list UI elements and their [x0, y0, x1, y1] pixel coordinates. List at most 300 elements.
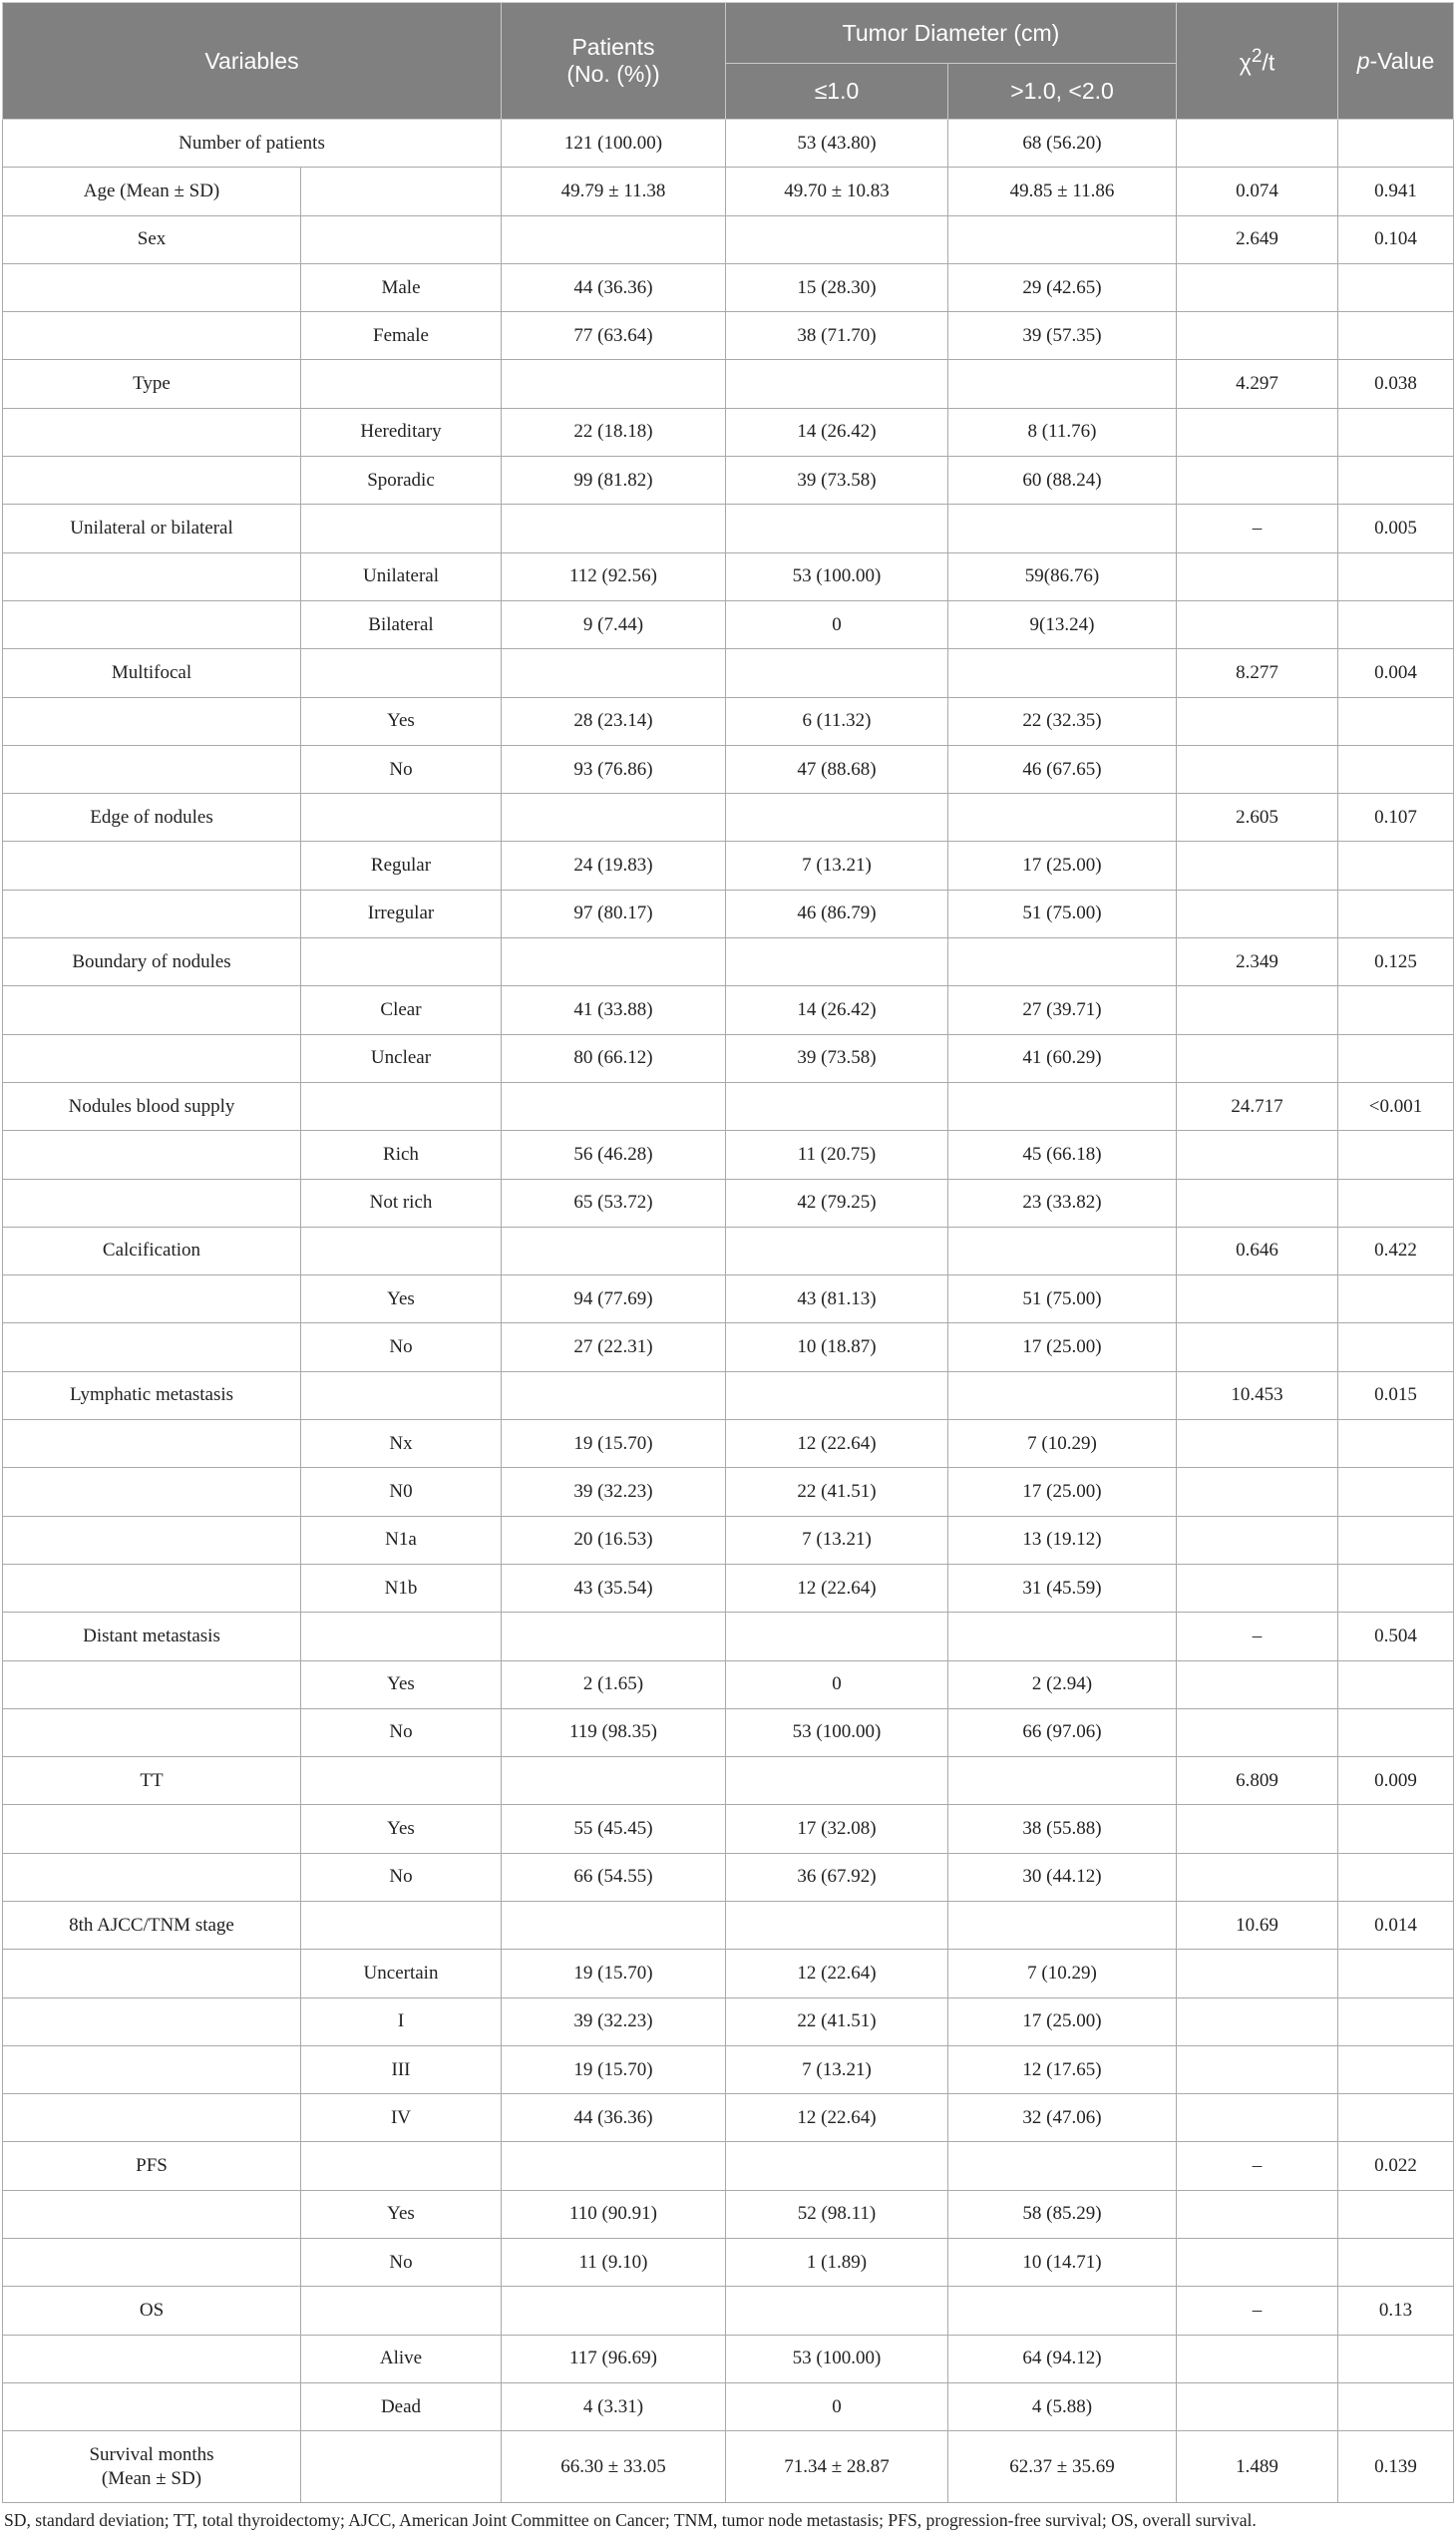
chi-t-cell — [1177, 408, 1338, 456]
table-row — [3, 457, 1454, 505]
table-row — [3, 2045, 1454, 2093]
patients-cell: 97 (80.17) — [502, 890, 726, 937]
variable-name — [3, 263, 301, 311]
subcategory: Nx — [301, 1420, 502, 1468]
gt-1-cell — [948, 505, 1177, 552]
subcategory — [301, 1082, 502, 1130]
gt-1-cell: 17 (25.00) — [948, 1468, 1177, 1516]
p-value-cell — [1338, 1564, 1454, 1612]
subcategory: Irregular — [301, 890, 502, 937]
gt-1-cell — [948, 2142, 1177, 2190]
le-1-cell — [726, 215, 948, 263]
table-row — [3, 1660, 1454, 1708]
p-suffix: -Value — [1369, 47, 1435, 74]
patients-cell: 27 (22.31) — [502, 1323, 726, 1371]
table-row — [3, 120, 1454, 168]
patients-cell — [502, 2287, 726, 2335]
variable-name: Age (Mean ± SD) — [3, 168, 301, 215]
patients-cell: 93 (76.86) — [502, 745, 726, 793]
chi-t-cell — [1177, 1468, 1338, 1516]
table-row — [3, 1853, 1454, 1901]
subcategory — [301, 1757, 502, 1805]
patients-cell: 19 (15.70) — [502, 1950, 726, 1997]
subcategory: Not rich — [301, 1179, 502, 1227]
p-value-cell — [1338, 842, 1454, 890]
gt-1-cell: 29 (42.65) — [948, 263, 1177, 311]
le-1-cell: 42 (79.25) — [726, 1179, 948, 1227]
patients-cell: 66.30 ± 33.05 — [502, 2431, 726, 2503]
chi-t-cell — [1177, 890, 1338, 937]
p-value-cell — [1338, 2045, 1454, 2093]
le-1-cell — [726, 505, 948, 552]
gt-1-cell — [948, 2287, 1177, 2335]
gt-1-cell: 41 (60.29) — [948, 1034, 1177, 1082]
variable-name — [3, 1516, 301, 1564]
variable-name — [3, 1997, 301, 2045]
chi-t-cell: 24.717 — [1177, 1082, 1338, 1130]
chi-t-cell — [1177, 1516, 1338, 1564]
le-1-cell: 15 (28.30) — [726, 263, 948, 311]
table-row — [3, 312, 1454, 360]
chi-t-cell — [1177, 842, 1338, 890]
p-value-cell — [1338, 2382, 1454, 2430]
chi-t-cell — [1177, 457, 1338, 505]
p-value-cell — [1338, 1179, 1454, 1227]
le-1-cell — [726, 2287, 948, 2335]
le-1-cell — [726, 1613, 948, 1660]
chi-t-cell: 0.646 — [1177, 1227, 1338, 1274]
p-value-cell — [1338, 1516, 1454, 1564]
subcategory — [301, 649, 502, 697]
patients-cell — [502, 1613, 726, 1660]
p-value-cell: 0.005 — [1338, 505, 1454, 552]
table-row — [3, 2142, 1454, 2190]
table-row — [3, 2190, 1454, 2238]
le-1-cell: 6 (11.32) — [726, 697, 948, 745]
gt-1-cell — [948, 649, 1177, 697]
variable-name — [3, 2431, 301, 2503]
variable-name: Lymphatic metastasis — [3, 1371, 301, 1419]
chi-t-cell — [1177, 1805, 1338, 1853]
le-1-cell — [726, 1757, 948, 1805]
variable-name — [3, 2190, 301, 2238]
p-value-cell — [1338, 2239, 1454, 2287]
table-row — [3, 1468, 1454, 1516]
table-row — [3, 360, 1454, 408]
variable-name — [3, 457, 301, 505]
gt-1-cell: 9(13.24) — [948, 600, 1177, 648]
variable-name: Sex — [3, 215, 301, 263]
le-1-cell: 12 (22.64) — [726, 1564, 948, 1612]
chi-t-cell: – — [1177, 1613, 1338, 1660]
gt-1-cell — [948, 1901, 1177, 1949]
variable-name — [3, 1034, 301, 1082]
chi-t-cell — [1177, 1034, 1338, 1082]
le-1-cell: 7 (13.21) — [726, 1516, 948, 1564]
gt-1-cell: 17 (25.00) — [948, 842, 1177, 890]
patients-cell — [502, 505, 726, 552]
table-row — [3, 1613, 1454, 1660]
chi-t-cell — [1177, 263, 1338, 311]
p-value-cell — [1338, 1468, 1454, 1516]
variable-name: Multifocal — [3, 649, 301, 697]
chi-t-cell — [1177, 312, 1338, 360]
table-row — [3, 552, 1454, 600]
subcategory — [301, 938, 502, 986]
gt-1-cell — [948, 1613, 1177, 1660]
subcategory: Regular — [301, 842, 502, 890]
patients-cell: 9 (7.44) — [502, 600, 726, 648]
subcategory: IV — [301, 2094, 502, 2142]
p-value-cell: 0.139 — [1338, 2431, 1454, 2503]
chi-t-cell — [1177, 2045, 1338, 2093]
table-row — [3, 1227, 1454, 1274]
chi-t-cell: 4.297 — [1177, 360, 1338, 408]
table-row — [3, 408, 1454, 456]
patients-cell: 44 (36.36) — [502, 263, 726, 311]
le-1-cell — [726, 794, 948, 842]
le-1-cell: 53 (100.00) — [726, 2335, 948, 2382]
gt-1-cell — [948, 1371, 1177, 1419]
header-chi-t — [1177, 3, 1338, 120]
variable-name: Calcification — [3, 1227, 301, 1274]
le-1-cell: 7 (13.21) — [726, 842, 948, 890]
chi-t-cell — [1177, 1179, 1338, 1227]
subcategory: N1a — [301, 1516, 502, 1564]
p-value-cell: 0.504 — [1338, 1613, 1454, 1660]
subcategory: Male — [301, 263, 502, 311]
chi-t-cell — [1177, 1950, 1338, 1997]
gt-1-cell — [948, 938, 1177, 986]
header-gt-1-lt-2: >1.0, <2.0 — [948, 64, 1177, 120]
le-1-cell: 53 (100.00) — [726, 1708, 948, 1756]
p-value-cell — [1338, 1323, 1454, 1371]
le-1-cell: 52 (98.11) — [726, 2190, 948, 2238]
variable-name — [3, 552, 301, 600]
patients-cell: 11 (9.10) — [502, 2239, 726, 2287]
table-row — [3, 168, 1454, 215]
le-1-cell: 38 (71.70) — [726, 312, 948, 360]
patients-cell — [502, 649, 726, 697]
table-row — [3, 1708, 1454, 1756]
subcategory: Bilateral — [301, 600, 502, 648]
variable-name — [3, 745, 301, 793]
subcategory: Uncertain — [301, 1950, 502, 1997]
chi-t-cell: 8.277 — [1177, 649, 1338, 697]
le-1-cell: 14 (26.42) — [726, 986, 948, 1034]
gt-1-cell: 51 (75.00) — [948, 1275, 1177, 1323]
le-1-cell: 1 (1.89) — [726, 2239, 948, 2287]
variable-name — [3, 890, 301, 937]
le-1-cell: 39 (73.58) — [726, 1034, 948, 1082]
variable-name: OS — [3, 2287, 301, 2335]
le-1-cell — [726, 649, 948, 697]
p-value-cell: 0.009 — [1338, 1757, 1454, 1805]
table-row — [3, 1901, 1454, 1949]
table-row — [3, 1034, 1454, 1082]
table-row — [3, 1950, 1454, 1997]
patients-cell: 39 (32.23) — [502, 1997, 726, 2045]
chi-t-cell — [1177, 1997, 1338, 2045]
gt-1-cell: 51 (75.00) — [948, 890, 1177, 937]
chi-t-cell: 2.605 — [1177, 794, 1338, 842]
chi-t-cell — [1177, 1853, 1338, 1901]
chi-t-cell — [1177, 1660, 1338, 1708]
gt-1-cell: 58 (85.29) — [948, 2190, 1177, 2238]
le-1-cell: 53 (43.80) — [726, 120, 948, 168]
chi-t-cell: – — [1177, 2287, 1338, 2335]
gt-1-cell — [948, 215, 1177, 263]
variable-name-line2: (Mean ± SD) — [101, 2467, 202, 2489]
subcategory: Female — [301, 312, 502, 360]
table-row — [3, 1997, 1454, 2045]
subcategory: N1b — [301, 1564, 502, 1612]
le-1-cell: 0 — [726, 600, 948, 648]
p-value-cell — [1338, 1853, 1454, 1901]
chi-superscript: 2 — [1251, 45, 1263, 67]
table-row — [3, 600, 1454, 648]
chi-t-cell: – — [1177, 2142, 1338, 2190]
table-row — [3, 794, 1454, 842]
le-1-cell — [726, 1227, 948, 1274]
subcategory: Hereditary — [301, 408, 502, 456]
chi-t-cell: 1.489 — [1177, 2431, 1338, 2503]
chi-t-cell — [1177, 986, 1338, 1034]
p-value-cell — [1338, 697, 1454, 745]
variable-name-line1: Survival months — [89, 2443, 214, 2465]
le-1-cell — [726, 1901, 948, 1949]
patients-cell: 80 (66.12) — [502, 1034, 726, 1082]
variable-name: 8th AJCC/TNM stage — [3, 1901, 301, 1949]
variable-name — [3, 1950, 301, 1997]
chi-t-cell: 10.453 — [1177, 1371, 1338, 1419]
gt-1-cell: 38 (55.88) — [948, 1805, 1177, 1853]
chi-t-cell — [1177, 697, 1338, 745]
gt-1-cell — [948, 794, 1177, 842]
variable-name — [3, 2239, 301, 2287]
subcategory — [301, 2431, 502, 2503]
subcategory: Sporadic — [301, 457, 502, 505]
variable-name — [3, 1275, 301, 1323]
table-footnote: SD, standard deviation; TT, total thyroidectomy; AJCC, American Joint Committee on Cancer; TNM, tumor node metastasis; PFS, progression-free survival; OS, overall survival. — [4, 2510, 1257, 2530]
le-1-cell: 53 (100.00) — [726, 552, 948, 600]
patients-cell: 55 (45.45) — [502, 1805, 726, 1853]
gt-1-cell: 31 (45.59) — [948, 1564, 1177, 1612]
subcategory — [301, 168, 502, 215]
le-1-cell: 7 (13.21) — [726, 2045, 948, 2093]
le-1-cell: 46 (86.79) — [726, 890, 948, 937]
le-1-cell: 43 (81.13) — [726, 1275, 948, 1323]
gt-1-cell: 60 (88.24) — [948, 457, 1177, 505]
variable-name — [3, 2045, 301, 2093]
patients-cell: 28 (23.14) — [502, 697, 726, 745]
variable-name: Edge of nodules — [3, 794, 301, 842]
table-row — [3, 1371, 1454, 1419]
patients-cell — [502, 1371, 726, 1419]
table-row — [3, 2094, 1454, 2142]
gt-1-cell: 22 (32.35) — [948, 697, 1177, 745]
p-value-cell — [1338, 1708, 1454, 1756]
patients-cell: 39 (32.23) — [502, 1468, 726, 1516]
subcategory: Dead — [301, 2382, 502, 2430]
chi-t-cell: – — [1177, 505, 1338, 552]
p-value-cell — [1338, 600, 1454, 648]
gt-1-cell: 7 (10.29) — [948, 1950, 1177, 1997]
p-value-cell — [1338, 1660, 1454, 1708]
p-value-cell: 0.004 — [1338, 649, 1454, 697]
table-row — [3, 1516, 1454, 1564]
gt-1-cell: 7 (10.29) — [948, 1420, 1177, 1468]
patients-cell: 49.79 ± 11.38 — [502, 168, 726, 215]
gt-1-cell — [948, 1227, 1177, 1274]
subcategory: Unilateral — [301, 552, 502, 600]
p-value-cell: 0.107 — [1338, 794, 1454, 842]
chi-t-cell — [1177, 2382, 1338, 2430]
patients-cell: 77 (63.64) — [502, 312, 726, 360]
patients-cell: 119 (98.35) — [502, 1708, 726, 1756]
patients-cell: 121 (100.00) — [502, 120, 726, 168]
chi-symbol: χ — [1239, 49, 1252, 76]
gt-1-cell: 23 (33.82) — [948, 1179, 1177, 1227]
le-1-cell: 39 (73.58) — [726, 457, 948, 505]
p-value-cell — [1338, 457, 1454, 505]
p-value-cell — [1338, 263, 1454, 311]
chi-t-cell — [1177, 120, 1338, 168]
variable-name — [3, 986, 301, 1034]
chi-t-cell: 2.649 — [1177, 215, 1338, 263]
variable-name — [3, 600, 301, 648]
subcategory: I — [301, 1997, 502, 2045]
table-row — [3, 1131, 1454, 1179]
subcategory: Yes — [301, 697, 502, 745]
gt-1-cell — [948, 360, 1177, 408]
subcategory: Alive — [301, 2335, 502, 2382]
variable-name — [3, 2335, 301, 2382]
chi-t-cell — [1177, 1708, 1338, 1756]
header-le-1: ≤1.0 — [726, 64, 948, 120]
variable-name — [3, 1131, 301, 1179]
subcategory: No — [301, 1853, 502, 1901]
p-value-cell — [1338, 1805, 1454, 1853]
gt-1-cell: 12 (17.65) — [948, 2045, 1177, 2093]
gt-1-cell: 8 (11.76) — [948, 408, 1177, 456]
patients-cell — [502, 1082, 726, 1130]
table-row — [3, 745, 1454, 793]
table-row — [3, 890, 1454, 937]
subcategory — [301, 215, 502, 263]
le-1-cell — [726, 1371, 948, 1419]
subcategory — [301, 1227, 502, 1274]
gt-1-cell: 10 (14.71) — [948, 2239, 1177, 2287]
patients-cell: 44 (36.36) — [502, 2094, 726, 2142]
variable-name: TT — [3, 1757, 301, 1805]
p-value-cell — [1338, 745, 1454, 793]
p-value-cell — [1338, 890, 1454, 937]
subcategory: Clear — [301, 986, 502, 1034]
patients-cell — [502, 360, 726, 408]
patients-cell: 4 (3.31) — [502, 2382, 726, 2430]
chi-t-cell — [1177, 745, 1338, 793]
header-tumor-diameter: Tumor Diameter (cm) — [726, 3, 1177, 64]
table-row — [3, 2431, 1454, 2503]
p-value-cell — [1338, 408, 1454, 456]
le-1-cell: 0 — [726, 2382, 948, 2430]
patients-cell: 65 (53.72) — [502, 1179, 726, 1227]
subcategory: N0 — [301, 1468, 502, 1516]
p-value-cell: 0.038 — [1338, 360, 1454, 408]
variable-name — [3, 2382, 301, 2430]
p-value-cell: 0.13 — [1338, 2287, 1454, 2335]
variable-name — [3, 1853, 301, 1901]
patients-cell: 56 (46.28) — [502, 1131, 726, 1179]
p-value-cell — [1338, 1420, 1454, 1468]
variable-name — [3, 2094, 301, 2142]
chi-t-cell — [1177, 2094, 1338, 2142]
patients-cell: 94 (77.69) — [502, 1275, 726, 1323]
p-value-cell — [1338, 2190, 1454, 2238]
gt-1-cell: 45 (66.18) — [948, 1131, 1177, 1179]
patients-cell — [502, 1757, 726, 1805]
subcategory: Rich — [301, 1131, 502, 1179]
table-row — [3, 1564, 1454, 1612]
gt-1-cell — [948, 1757, 1177, 1805]
subcategory — [301, 360, 502, 408]
p-value-cell — [1338, 1997, 1454, 2045]
subcategory: Unclear — [301, 1034, 502, 1082]
table-row — [3, 2239, 1454, 2287]
p-value-cell: 0.014 — [1338, 1901, 1454, 1949]
subcategory: III — [301, 2045, 502, 2093]
le-1-cell — [726, 1082, 948, 1130]
table-row — [3, 842, 1454, 890]
le-1-cell: 12 (22.64) — [726, 1420, 948, 1468]
chi-suffix: /t — [1262, 49, 1275, 76]
subcategory: No — [301, 2239, 502, 2287]
gt-1-cell: 13 (19.12) — [948, 1516, 1177, 1564]
chi-t-cell: 10.69 — [1177, 1901, 1338, 1949]
gt-1-cell: 59(86.76) — [948, 552, 1177, 600]
p-value-cell: 0.104 — [1338, 215, 1454, 263]
variable-name — [3, 842, 301, 890]
chi-t-cell — [1177, 2190, 1338, 2238]
le-1-cell: 49.70 ± 10.83 — [726, 168, 948, 215]
variable-name — [3, 1708, 301, 1756]
chi-t-cell — [1177, 1131, 1338, 1179]
patients-cell: 20 (16.53) — [502, 1516, 726, 1564]
chi-t-cell — [1177, 2239, 1338, 2287]
table-row — [3, 1323, 1454, 1371]
patients-cell: 99 (81.82) — [502, 457, 726, 505]
gt-1-cell: 17 (25.00) — [948, 1323, 1177, 1371]
gt-1-cell: 4 (5.88) — [948, 2382, 1177, 2430]
gt-1-cell: 49.85 ± 11.86 — [948, 168, 1177, 215]
le-1-cell — [726, 360, 948, 408]
variable-name: Unilateral or bilateral — [3, 505, 301, 552]
patients-cell — [502, 2142, 726, 2190]
chi-t-cell — [1177, 1275, 1338, 1323]
subcategory — [301, 2287, 502, 2335]
variable-name — [3, 1420, 301, 1468]
chi-t-cell — [1177, 552, 1338, 600]
p-value-cell — [1338, 1034, 1454, 1082]
gt-1-cell: 2 (2.94) — [948, 1660, 1177, 1708]
patients-cell: 110 (90.91) — [502, 2190, 726, 2238]
patients-cell: 22 (18.18) — [502, 408, 726, 456]
characteristics-table — [2, 2, 1454, 2503]
le-1-cell: 22 (41.51) — [726, 1468, 948, 1516]
variable-name — [3, 1564, 301, 1612]
subcategory: No — [301, 745, 502, 793]
